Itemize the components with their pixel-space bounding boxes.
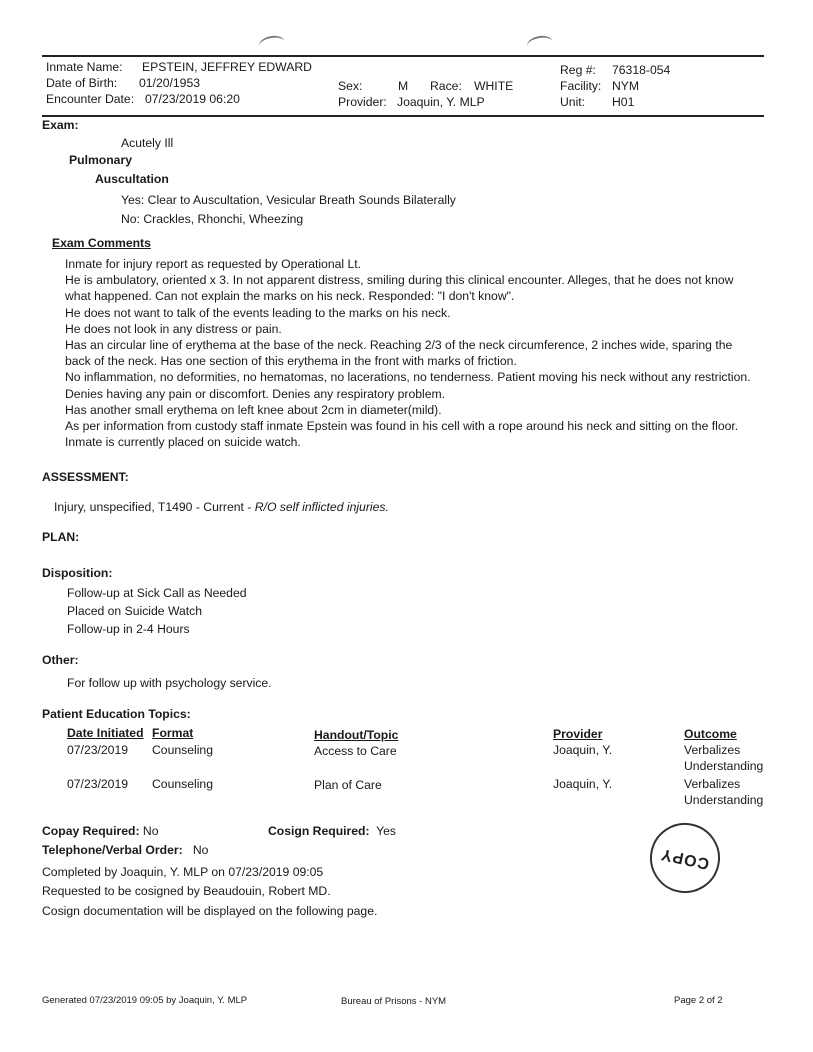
copay-label: Copay Required:: [42, 824, 140, 838]
footer-generated: Generated 07/23/2019 09:05 by Joaquin, Y. MLP: [42, 995, 248, 1006]
copay-value: No: [142, 824, 159, 838]
footer-bureau: Bureau of Prisons - NYM: [341, 996, 447, 1007]
exam-subsystem: Auscultation: [95, 172, 169, 186]
dob: 01/20/1953: [139, 76, 200, 90]
disposition-item: Placed on Suicide Watch: [67, 604, 203, 618]
sex: M: [398, 79, 409, 93]
row-format: Counseling: [152, 743, 213, 757]
cosign-value: Yes: [376, 824, 397, 838]
copay-required: [42, 824, 159, 838]
cosign-label: Cosign Required:: [268, 824, 370, 838]
race: WHITE: [474, 79, 514, 93]
education-heading: Patient Education Topics:: [42, 707, 191, 721]
telephone-value: No: [192, 843, 209, 857]
cosign-required: [268, 824, 396, 838]
other-text: For follow up with psychology service.: [67, 676, 272, 690]
exam-comment-line: He does not want to talk of the events leading to the marks on his neck.: [65, 305, 451, 320]
exam-general: Acutely Ill: [121, 136, 174, 150]
row-outcome-cont: Understanding: [684, 793, 764, 807]
exam-comments-body: [65, 256, 755, 450]
telephone-label: Telephone/Verbal Order:: [42, 843, 183, 857]
col-outcome: Outcome: [684, 727, 737, 741]
row-outcome: Verbalizes: [684, 777, 741, 791]
col-format: Format: [152, 726, 194, 740]
unit: H01: [612, 95, 635, 109]
inmate-name: EPSTEIN, JEFFREY EDWARD: [142, 60, 312, 74]
facility-label: Facility:: [560, 79, 602, 93]
cosign-request: Requested to be cosigned by Beaudouin, Robert MD.: [42, 884, 331, 898]
header-top-rule: [42, 55, 764, 57]
row-outcome: Verbalizes: [684, 743, 741, 757]
reg-label: Reg #:: [560, 63, 596, 77]
disposition-heading: Disposition:: [42, 566, 113, 580]
exam-comment-line: Inmate for injury report as requested by Operational Lt.: [65, 257, 362, 271]
provider: Joaquin, Y. MLP: [397, 95, 485, 109]
telephone-order: [42, 843, 208, 857]
exam-heading: Exam:: [42, 118, 79, 132]
encounter-date-label: Encounter Date:: [46, 92, 135, 106]
exam-comment-line: Has another small erythema on left knee about 2cm in diameter(mild).: [65, 402, 442, 417]
col-handout-topic: Handout/Topic: [314, 728, 399, 742]
row-provider: Joaquin, Y.: [553, 743, 613, 757]
exam-comment-line: Has an circular line of erythema at the base of the neck. Reaching 2/3 of the neck circumference, 2 inches wide, sparing the back of the neck. Has one section of this erythema in the front with marks of friction.: [65, 338, 733, 369]
punch-hole-mark: [526, 34, 554, 54]
exam-comment-line: He does not look in any distress or pain.: [65, 321, 282, 336]
row-provider: Joaquin, Y.: [553, 777, 613, 791]
disposition-item: Follow-up in 2-4 Hours: [67, 622, 190, 636]
encounter-date: 07/23/2019 06:20: [145, 92, 240, 106]
row-date: 07/23/2019: [67, 777, 128, 791]
other-heading: Other:: [42, 653, 79, 667]
assessment-heading: ASSESSMENT:: [42, 470, 129, 484]
sex-label: Sex:: [338, 79, 363, 93]
exam-comments-heading: Exam Comments: [52, 236, 151, 250]
row-outcome-cont: Understanding: [684, 759, 764, 773]
col-date-initiated: Date Initiated: [67, 726, 144, 740]
reg-number: 76318-054: [612, 63, 671, 77]
header-bottom-rule: [42, 115, 764, 117]
copy-stamp-text: COPY: [658, 845, 711, 872]
unit-label: Unit:: [560, 95, 586, 109]
exam-comment-line: Inmate is currently placed on suicide watch.: [65, 435, 301, 450]
inmate-name-label: Inmate Name:: [46, 60, 123, 74]
col-provider: Provider: [553, 727, 603, 741]
dob-label: Date of Birth:: [46, 76, 118, 90]
copy-stamp: [643, 816, 726, 899]
exam-yes-line: Yes: Clear to Auscultation, Vesicular Breath Sounds Bilaterally: [121, 193, 456, 207]
assessment-diagnosis: Injury, unspecified, T1490 - Current -: [54, 500, 255, 514]
exam-comment-line: As per information from custody staff inmate Epstein was found in his cell with a rope around his neck and sitting on the floor.: [65, 419, 739, 434]
cosign-note: Cosign documentation will be displayed on the following page.: [42, 904, 378, 918]
footer-page-number: Page 2 of 2: [674, 995, 723, 1006]
facility: NYM: [612, 79, 640, 93]
assessment-note: R/O self inflicted injuries.: [254, 500, 389, 514]
exam-system: Pulmonary: [69, 153, 132, 167]
disposition-item: Follow-up at Sick Call as Needed: [67, 586, 247, 600]
exam-comment-line: He is ambulatory, oriented x 3. In not apparent distress, smiling during this clinical encounter. Alleges, that he does not know what happened. Can not explain the marks on his neck. Responded: "I don't know".: [65, 273, 734, 304]
row-date: 07/23/2019: [67, 743, 128, 757]
plan-heading: PLAN:: [42, 530, 80, 544]
row-format: Counseling: [152, 777, 213, 791]
completed-by: Completed by Joaquin, Y. MLP on 07/23/2019 09:05: [42, 865, 324, 879]
exam-comment-line: No inflammation, no deformities, no hematomas, no lacerations, no tenderness. Patient moving his neck without any restriction. Denies having any pain or discomfort. Denies any respiratory problem.: [65, 370, 751, 401]
race-label: Race:: [430, 79, 462, 93]
assessment-text: [54, 500, 389, 514]
exam-no-line: No: Crackles, Rhonchi, Wheezing: [121, 212, 304, 226]
row-topic: Access to Care: [314, 744, 397, 758]
provider-label: Provider:: [338, 95, 387, 109]
punch-hole-mark: [258, 34, 286, 54]
row-topic: Plan of Care: [314, 778, 382, 792]
